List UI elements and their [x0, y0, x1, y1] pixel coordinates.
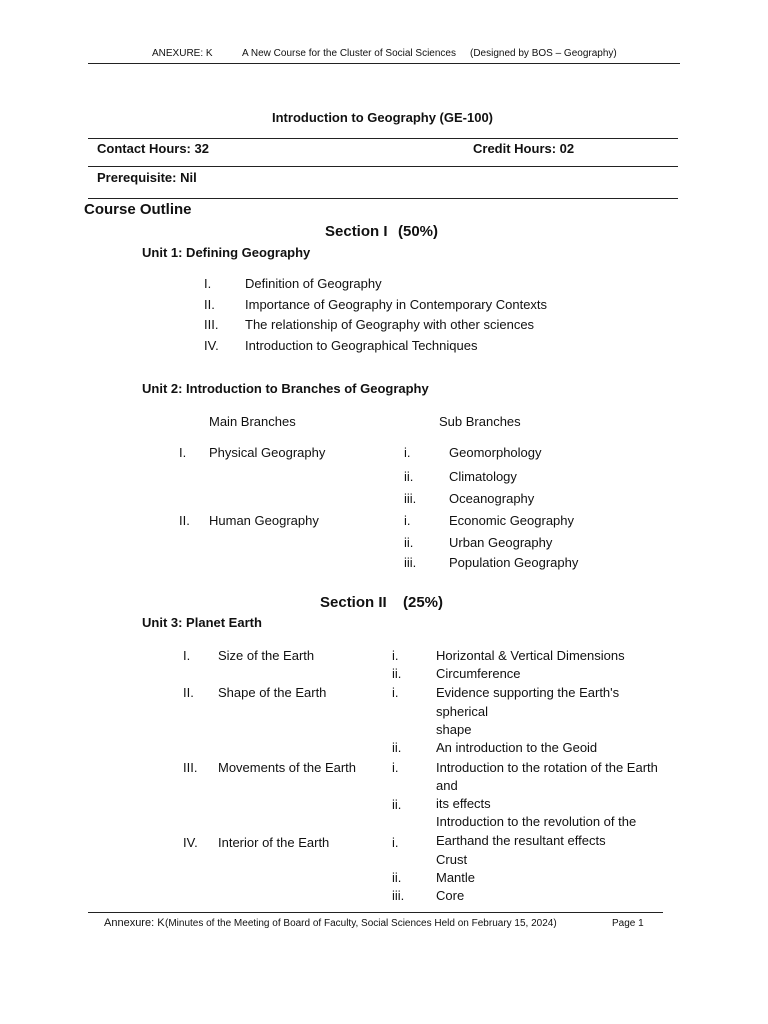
- sub-item-number: i.: [392, 760, 399, 775]
- sub-item-line: its effects: [436, 796, 491, 811]
- topic-number: I.: [183, 648, 191, 663]
- branch-number: II.: [179, 513, 190, 528]
- sub-item-number: ii.: [392, 797, 402, 812]
- topic-size: Size of the Earth: [218, 648, 315, 663]
- sub-item-number: ii.: [392, 740, 402, 755]
- sub-item-number: iii.: [392, 888, 405, 903]
- section-1-weight: (50%): [398, 223, 439, 240]
- sub-branch: Climatology: [449, 469, 517, 484]
- list-item: The relationship of Geography with other sciences: [245, 317, 535, 332]
- sub-item-line: Mantle: [436, 870, 476, 885]
- sub-item-line: Introduction to the revolution of the: [436, 814, 637, 829]
- sub-item-line: shape: [436, 722, 472, 737]
- sub-item-line: Circumference: [436, 666, 521, 681]
- sub-item-line: Core: [436, 888, 465, 903]
- sub-item-number: i.: [392, 648, 399, 663]
- sub-item-number: ii.: [392, 870, 402, 885]
- sub-branch: Oceanography: [449, 491, 535, 506]
- sub-branch: Geomorphology: [449, 445, 542, 460]
- topic-number: III.: [183, 760, 198, 775]
- unit-2-title: Unit 2: Introduction to Branches of Geography: [142, 381, 429, 396]
- course-outline-heading: Course Outline: [84, 201, 192, 218]
- sub-item-line: An introduction to the Geoid: [436, 740, 598, 755]
- sub-branch-number: iii.: [404, 555, 417, 570]
- contact-hours: Contact Hours: 32: [97, 141, 209, 156]
- prerequisite: Prerequisite: Nil: [97, 170, 197, 185]
- sub-item-line: spherical: [436, 704, 489, 719]
- sub-branches-header: Sub Branches: [439, 414, 521, 429]
- footer-rule: [88, 912, 663, 913]
- branch-number: I.: [179, 445, 187, 460]
- branch-name-human: Human Geography: [209, 513, 319, 528]
- sub-item-number: i.: [392, 685, 399, 700]
- topic-interior: Interior of the Earth: [218, 835, 330, 850]
- topic-number: II.: [183, 685, 194, 700]
- sub-item-line: Evidence supporting the Earth's: [436, 685, 620, 700]
- header-course-cluster: A New Course for the Cluster of Social Sciences: [242, 48, 456, 59]
- unit-1-title: Unit 1: Defining Geography: [142, 245, 311, 260]
- sub-branch-number: ii.: [404, 469, 414, 484]
- sub-branch: Population Geography: [449, 555, 579, 570]
- topic-number: IV.: [183, 835, 198, 850]
- footer-annexure: Annexure: K: [104, 917, 165, 929]
- list-item-number: II.: [204, 297, 215, 312]
- sub-item-line: Earthand the resultant effects: [436, 833, 606, 848]
- sub-item-line: Horizontal & Vertical Dimensions: [436, 648, 625, 663]
- list-item: Introduction to Geographical Techniques: [245, 338, 478, 353]
- section-2-weight: (25%): [403, 594, 444, 611]
- sub-item-line: Introduction to the rotation of the Earth: [436, 760, 658, 775]
- list-item-number: III.: [204, 317, 219, 332]
- sub-branch: Urban Geography: [449, 535, 553, 550]
- course-title: Introduction to Geography (GE-100): [272, 110, 494, 125]
- section-2-heading: Section II: [320, 594, 387, 611]
- sub-item-number: i.: [392, 835, 399, 850]
- table-rule-middle: [88, 166, 678, 167]
- footer-page-number: Page 1: [612, 918, 644, 929]
- main-branches-header: Main Branches: [209, 414, 296, 429]
- topic-movements: Movements of the Earth: [218, 760, 357, 775]
- list-item: Importance of Geography in Contemporary Contexts: [245, 297, 548, 312]
- header-rule: [88, 63, 680, 64]
- table-rule-bottom: [88, 198, 678, 199]
- sub-branch-number: ii.: [404, 535, 414, 550]
- sub-branch: Economic Geography: [449, 513, 575, 528]
- table-rule-top: [88, 138, 678, 139]
- footer-minutes: (Minutes of the Meeting of Board of Faculty, Social Sciences Held on February 15, 2024): [165, 918, 557, 929]
- sub-item-line: and: [436, 778, 458, 793]
- unit-3-title: Unit 3: Planet Earth: [142, 615, 262, 630]
- list-item: Definition of Geography: [245, 276, 382, 291]
- section-1-heading: Section I: [325, 223, 388, 240]
- topic-shape: Shape of the Earth: [218, 685, 327, 700]
- sub-branch-number: i.: [404, 445, 411, 460]
- sub-item-number: ii.: [392, 666, 402, 681]
- list-item-number: IV.: [204, 338, 219, 353]
- list-item-number: I.: [204, 276, 212, 291]
- sub-branch-number: i.: [404, 513, 411, 528]
- sub-item-line: Crust: [436, 852, 468, 867]
- header-designed-by: (Designed by BOS – Geography): [470, 48, 617, 59]
- branch-name-physical: Physical Geography: [209, 445, 326, 460]
- sub-branch-number: iii.: [404, 491, 417, 506]
- credit-hours: Credit Hours: 02: [473, 141, 575, 156]
- header-annexure: ANEXURE: K: [152, 48, 213, 59]
